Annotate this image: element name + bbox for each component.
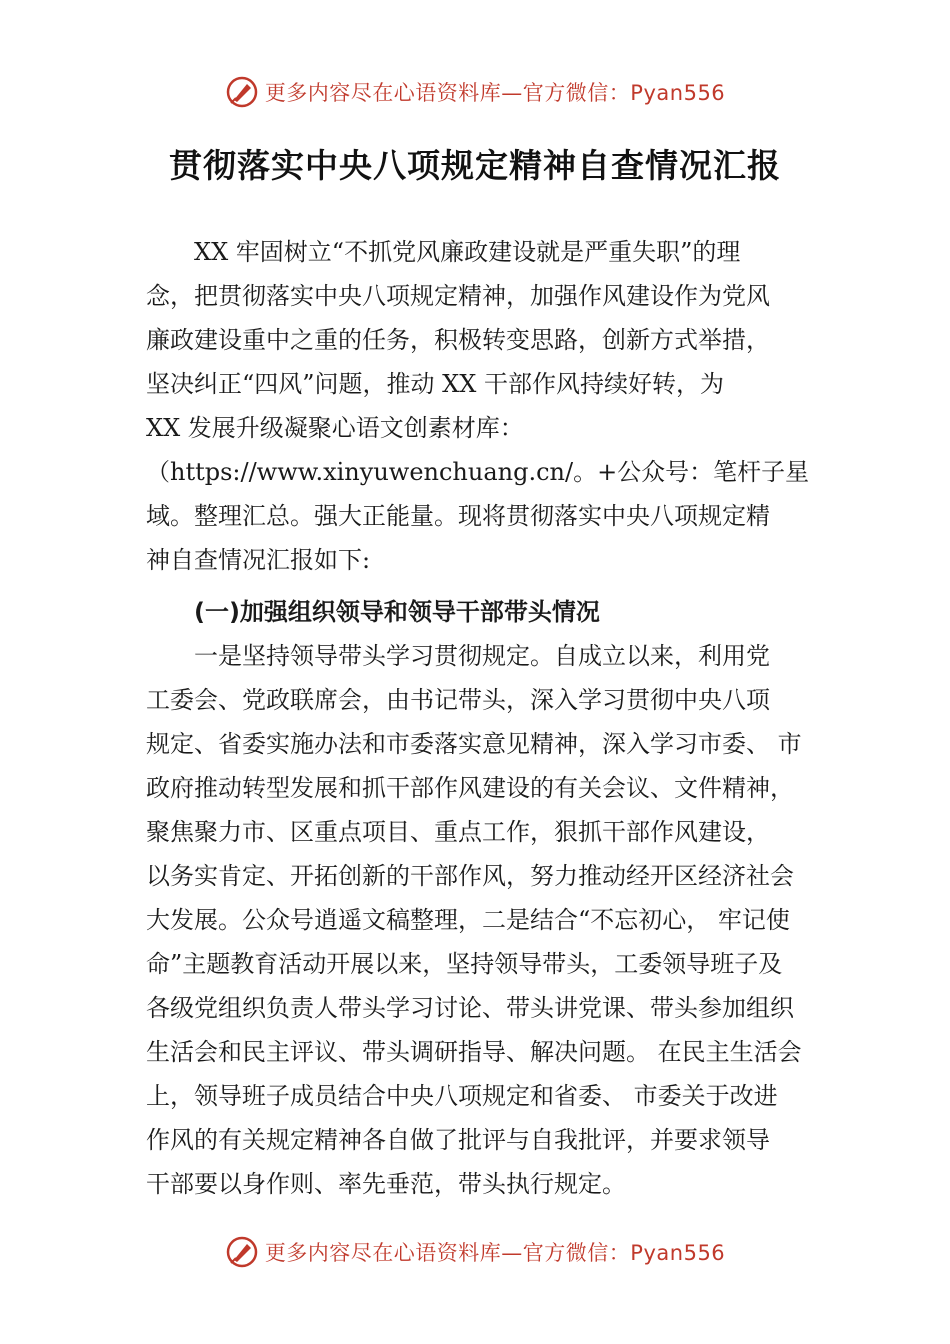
paragraph-line: 以务实肯定、开拓创新的干部作风，努力推动经开区经济社会 xyxy=(146,862,794,890)
pen-nib-logo-icon xyxy=(225,1235,259,1269)
section-paragraph xyxy=(146,634,826,1206)
section-heading: (一)加强组织领导和领导干部带头情况 xyxy=(194,598,600,626)
paragraph-line: XX 发展升级凝聚心语文创素材库： xyxy=(146,414,524,442)
document-title: 贯彻落实中央八项规定精神自查情况汇报 xyxy=(169,146,781,185)
paragraph-line: 念，把贯彻落实中央八项规定精神，加强作风建设作为党风 xyxy=(146,282,770,310)
paragraph-line: 规定、省委实施办法和市委落实意见精神，深入学习市委、 市 xyxy=(146,730,802,758)
watermark-banner-bottom xyxy=(0,1230,950,1274)
paragraph-line: 一是坚持领导带头学习贯彻规定。自成立以来，利用党 xyxy=(194,642,770,670)
paragraph-line: 域。整理汇总。强大正能量。现将贯彻落实中央八项规定精 xyxy=(146,502,770,530)
paragraph-line: 上，领导班子成员结合中央八项规定和省委、 市委关于改进 xyxy=(146,1082,778,1110)
paragraph-line: 生活会和民主评议、带头调研指导、解决问题。 在民主生活会 xyxy=(146,1038,802,1066)
pen-nib-logo-icon xyxy=(225,75,259,109)
paragraph-line: 坚决纠正“四风”问题，推动 XX 干部作风持续好转，为 xyxy=(146,370,724,398)
paragraph-line: 廉政建设重中之重的任务，积极转变思路，创新方式举措， xyxy=(146,326,770,354)
paragraph-line: 大发展。公众号逍遥文稿整理，二是结合“不忘初心， 牢记使 xyxy=(146,906,790,934)
paragraph-line: 工委会、党政联席会，由书记带头，深入学习贯彻中央八项 xyxy=(146,686,770,714)
paragraph-line: 命”主题教育活动开展以来，坚持领导带头，工委领导班子及 xyxy=(146,950,783,978)
paragraph-line: 作风的有关规定精神各自做了批评与自我批评，并要求领导 xyxy=(146,1126,770,1154)
paragraph-line: 干部要以身作则、率先垂范，带头执行规定。 xyxy=(146,1170,626,1198)
watermark-text: 更多内容尽在心语资料库—官方微信：Pyan556 xyxy=(264,1241,726,1265)
paragraph-line: 各级党组织负责人带头学习讨论、带头讲党课、带头参加组织 xyxy=(146,994,794,1022)
watermark-banner-top xyxy=(0,70,950,114)
paragraph-line: 聚焦聚力市、区重点项目、重点工作，狠抓干部作风建设， xyxy=(146,818,770,846)
paragraph-line: 神自查情况汇报如下: xyxy=(146,546,371,574)
paragraph-line: （https://www.xinyuwenchuang.cn/。+公众号：笔杆子星 xyxy=(146,458,810,486)
intro-paragraph xyxy=(146,230,826,582)
paragraph-line: XX 牢固树立“不抓党风廉政建设就是严重失职”的理 xyxy=(194,238,741,266)
watermark-text: 更多内容尽在心语资料库—官方微信：Pyan556 xyxy=(264,81,726,105)
paragraph-line: 政府推动转型发展和抓干部作风建设的有关会议、文件精神， xyxy=(146,774,794,802)
